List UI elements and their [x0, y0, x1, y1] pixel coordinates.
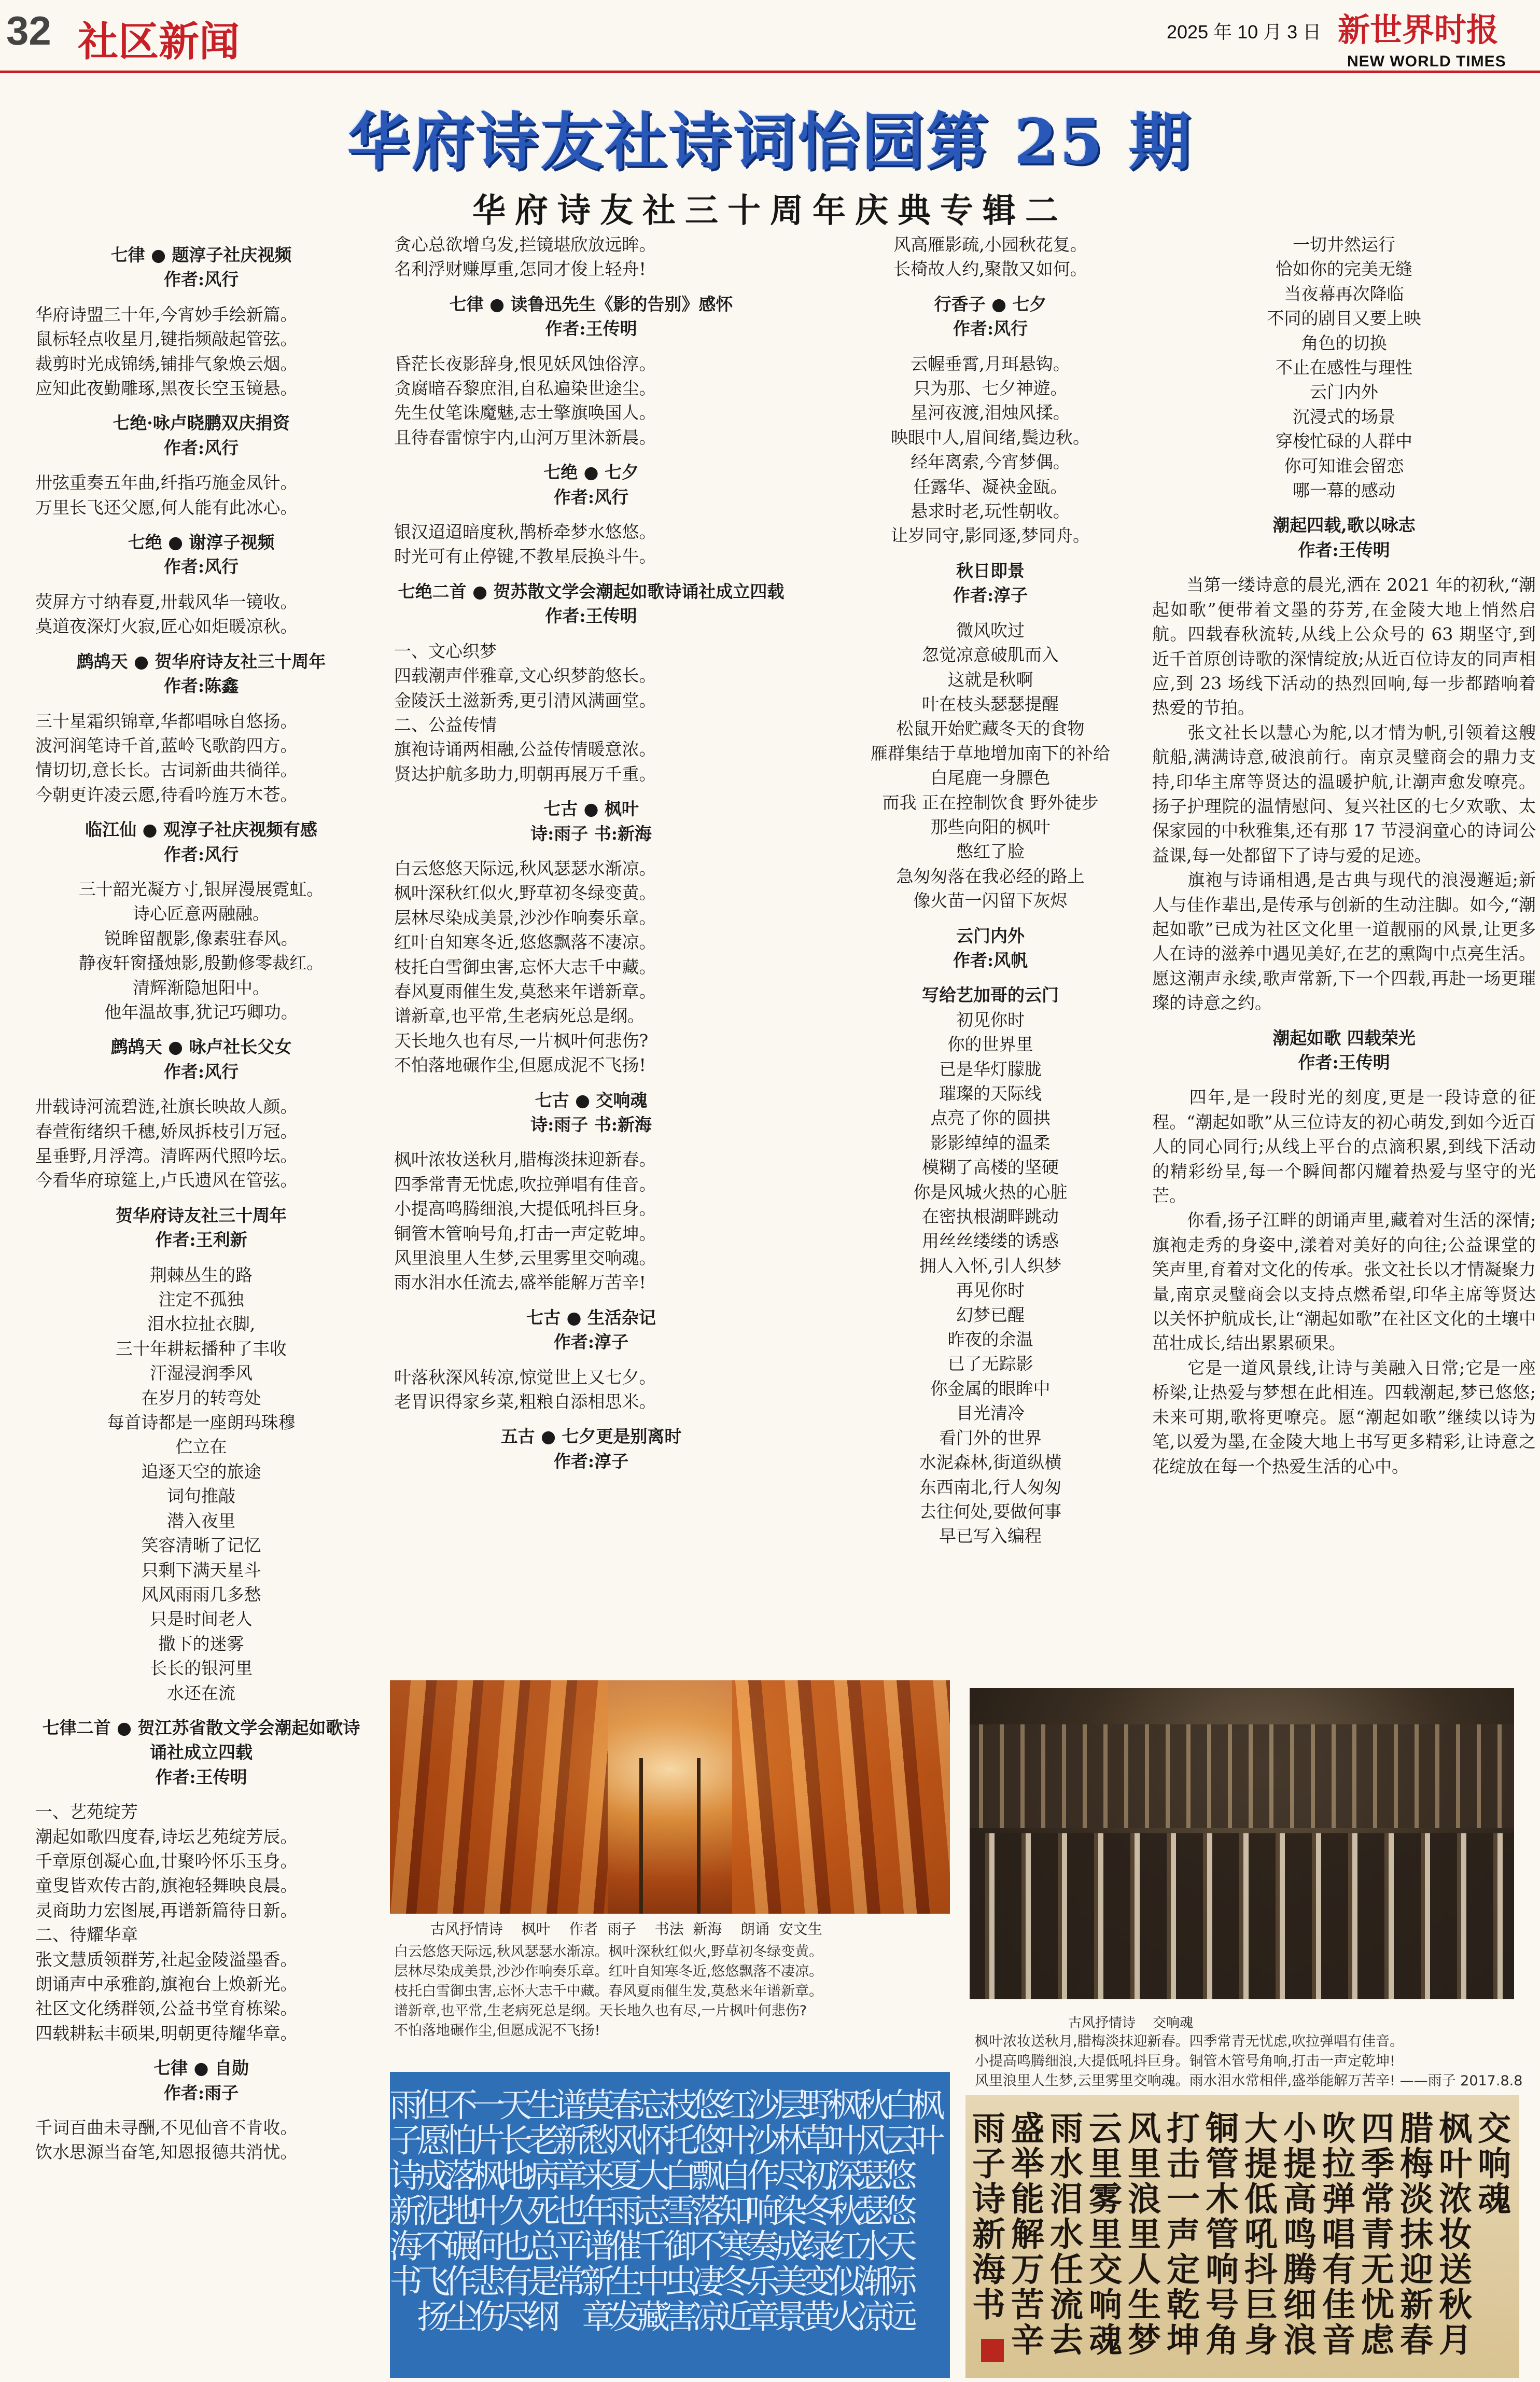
poem-line: 角色的切换: [1301, 332, 1387, 353]
calligraphy-column: 红叶自知寒冬近: [713, 2087, 752, 2334]
column-1: [35, 232, 367, 2165]
poem-line: 三十年耕耘播种了丰收: [116, 1338, 287, 1359]
poem-line: 追逐天空的旅途: [141, 1461, 261, 1482]
poem-line: 当夜幕再次降临: [1284, 283, 1404, 304]
poem-line: 小提高鸣腾细浪,大提低吼抖巨身。: [394, 1199, 656, 1219]
poem-title: 鹧鸪天 ● 咏卢社长父女: [110, 1037, 292, 1057]
poem-line: 荧屏方寸纳春夏,卅载风华一镜收。: [35, 591, 298, 612]
poem-line: 长椅故人约,聚散又如何。: [893, 259, 1087, 280]
poem-line: 它是一道风景线,让诗与美融入日常;它是一座桥梁,让热爱与梦想在此相连。四载潮起,梦已悠悠;未来可期,歌将更嘹亮。愿“潮起如歌”继续以诗为笔,以爱为墨,在金陵大地上书写更多精彩,让诗意之花绽放在每一个热爱生活的心中。: [1152, 1357, 1536, 1476]
calligraphy-column: 野草初冬绿变黄: [796, 2087, 834, 2334]
poem-line: 社区文化绣群领,公益书堂育栋梁。: [35, 1998, 298, 2019]
poem-line: 不止在感性与理性: [1276, 357, 1412, 378]
poem-line: 而我 正在控制饮食 野外徒步: [882, 792, 1099, 813]
poem-block: [35, 1716, 367, 2045]
poem-title: 临江仙 ● 观淳子社庆视频有感: [85, 819, 317, 840]
poem-author: 作者:淳子: [953, 585, 1028, 606]
poem-line: 谱新章,也平常,生老病死总是纲。: [394, 1006, 645, 1026]
poem-line: 昨夜的余温: [947, 1329, 1033, 1350]
poem-line: 昏茫长夜影辞身,恨见妖风蚀俗淳。: [394, 353, 656, 374]
poem-line: 一、艺苑绽芳: [35, 1802, 138, 1822]
poem-title: 七律 ● 自勋: [153, 2058, 249, 2079]
section-name: 社区新闻: [78, 19, 240, 65]
page-subtitle: 华府诗友社三十周年庆典专辑二: [472, 191, 1068, 230]
poem-block: [804, 292, 1177, 548]
poem-line: 看门外的世界: [939, 1427, 1042, 1448]
poem-author: 作者:王传明: [155, 1766, 247, 1787]
calligraphy-column: 打击一声定乾坤: [1161, 2111, 1200, 2358]
poem-line: 影影绰绰的温柔: [930, 1132, 1051, 1153]
calligraphy-column: 雨子诗新海书: [384, 2087, 422, 2299]
poem-author: 诗:雨子 书:新海: [530, 1115, 652, 1135]
poem-line: 穿梭忙碌的人群中: [1276, 431, 1412, 452]
poem-block: [35, 649, 367, 807]
poem-line: 春风夏雨催生发,莫愁来年谱新章。: [394, 981, 656, 1001]
poem-excerpt-line: 白云悠悠天际远,秋风瑟瑟水渐凉。枫叶深秋红似火,野草初冬绿变黄。: [394, 1944, 823, 1960]
poem-line: 千章原创凝心血,廿聚吟怀乐玉身。: [35, 1850, 298, 1871]
poem-line: 枫叶浓妆送秋月,腊梅淡抹迎新春。: [394, 1149, 656, 1170]
poem-line: 急匆匆落在我必经的路上: [896, 866, 1085, 886]
calligraphy-column: 雨子诗新海书: [967, 2111, 1005, 2322]
poem-line: 任露华、凝袂金瓯。: [913, 476, 1068, 497]
calligraphy-column: 四季常青无忧虑: [1355, 2111, 1394, 2358]
poem-line: 风高雁影疏,小园秋花复。: [893, 234, 1087, 255]
calligraphy-column: 白云悠悠天际远: [878, 2087, 917, 2334]
poem-block: [35, 1203, 367, 1705]
poem-author: 作者:风行: [163, 844, 239, 865]
calligraphy-column: 忘怀大志千中藏: [631, 2087, 669, 2334]
poem-line: 荆棘丛生的路: [150, 1264, 253, 1285]
poem-line: 像火苗一闪留下灰烬: [913, 890, 1068, 911]
issue-date: 2025 年 10 月 3 日: [1167, 21, 1322, 43]
poem-line: 用丝丝缕缕的诱惑: [922, 1231, 1059, 1251]
poem-line: 不怕落地碾作尘,但愿成泥不飞扬!: [394, 1055, 646, 1076]
poem-line: 只为那、七夕神遊。: [913, 378, 1068, 399]
poem-line: 应知此夜勤雕琢,黑夜长空玉镜悬。: [35, 378, 298, 399]
poem-line: 且待春雷惊宇内,山河万里沐新晨。: [394, 427, 656, 448]
calligraphy-column: 秋风瑟瑟水渐凉: [851, 2087, 889, 2334]
poem-block: [394, 1305, 788, 1414]
poem-line: 星垂野,月浮湾。清晖两代照吟坛。: [35, 1146, 298, 1166]
poem-block: [394, 1088, 788, 1295]
autumn-trees-left: [390, 1680, 608, 1914]
poem-excerpt-line: 谱新章,也平常,生老病死总是纲。天长地久也有尽,一片枫叶何悲伤?: [394, 2003, 807, 2019]
poem-author: 作者:王传明: [1298, 1052, 1390, 1072]
poem-author: 作者:风帆: [953, 950, 1028, 970]
calligraphy-column: 腊梅淡抹迎新春: [1394, 2111, 1433, 2358]
poem-title: 云门内外: [956, 925, 1025, 946]
poem-line: 在岁月的转弯处: [141, 1387, 261, 1408]
poem-line: 情切切,意长长。古词新曲共徜徉。: [35, 760, 298, 781]
poem-title: 鹧鸪天 ● 贺华府诗友社三十周年: [76, 651, 326, 672]
poem-title: 行香子 ● 七夕: [934, 294, 1047, 314]
poem-line: 不同的剧目又要上映: [1267, 308, 1421, 329]
poem-line: 四载耕耘丰硕果,明朝更待耀华章。: [35, 2023, 298, 2043]
poem-author: 作者:王利新: [155, 1230, 247, 1250]
poem-author: 作者:雨子: [163, 2082, 239, 2103]
poem-line: 当第一缕诗意的晨光,洒在 2021 年的初秋,“潮起如歌”便带着文墨的芬芳,在金陵大地上悄然启航。四载春秋流转,从线上公众号的 63 期坚守,到近千首原创诗歌的深情绽放;从近百位诗友的同声相应,到 23 场线下活动的热烈回响,每一步都踏响着热爱的节拍。: [1152, 575, 1536, 718]
poem-line: 诗心匠意两融融。: [133, 903, 270, 924]
poem-line: 模糊了高楼的坚硬: [922, 1157, 1059, 1178]
poem-line: 枝托白雪御虫害,忘怀大志千中藏。: [394, 956, 656, 977]
calligraphy-column: 雨水泪水任流去: [1044, 2111, 1083, 2358]
poem-line: 先生仗笔诛魔魅,志士擎旗唤国人。: [394, 402, 656, 423]
calligraphy-column: 天长地久也有尽: [494, 2087, 532, 2334]
poem-author: 作者:风行: [163, 1061, 239, 1082]
poem-line: 卅载诗河流碧涟,社旗长映故人颜。: [35, 1096, 298, 1117]
poem-block: [35, 1035, 367, 1192]
poem-line: 注定不孤独: [158, 1289, 244, 1310]
poem-line: 璀璨的天际线: [939, 1083, 1042, 1104]
column-2: [394, 232, 788, 1484]
poem-line: 张文慧质领群芳,社起金陵溢墨香。: [35, 1949, 298, 1970]
poem-line: 卅弦重奏五年曲,纤指巧施金凤针。: [35, 472, 298, 493]
poem-title: 七绝 ● 谢淳子视频: [128, 532, 275, 553]
poem-line: 静夜轩窗搔烛影,殷勤修零裁红。: [78, 953, 324, 973]
poem-block: [804, 924, 1177, 973]
calligraphy-column: 层林尽染成美景: [768, 2087, 807, 2334]
poem-line: 华府诗盟三十年,今宵妙手绘新篇。: [35, 304, 298, 325]
poem-line: 拥人入怀,引人织梦: [919, 1255, 1062, 1276]
red-seal: [981, 2339, 1004, 2362]
poem-author: 作者:王传明: [545, 606, 637, 626]
poem-line: 风风雨雨几多愁: [141, 1584, 261, 1605]
poem-line: 旗袍诗诵两相融,公益传情暖意浓。: [394, 739, 656, 760]
poem-line: 潜入夜里: [167, 1510, 235, 1531]
poem-line: 贤达护航多助力,明朝再展万千重。: [394, 763, 656, 784]
poem-line: 白云悠悠天际远,秋风瑟瑟水渐凉。: [394, 858, 656, 879]
calligraphy-column: 盛举能解万苦辛: [1005, 2111, 1044, 2358]
poem-author: 诗:雨子 书:新海: [530, 823, 652, 844]
poem-line: 目光清冷: [956, 1403, 1025, 1424]
poem-title: 七绝·咏卢晓鹏双庆捐资: [113, 413, 290, 434]
maple-railway-photo: [390, 1680, 950, 1914]
poem-author: 作者:王传明: [1298, 539, 1390, 560]
poem-line: 词句推敲: [167, 1486, 235, 1507]
poem-line: 伫立在: [175, 1437, 227, 1457]
poem-line: 银汉迢迢暗度秋,鹊桥牵梦水悠悠。: [394, 522, 656, 542]
poem-line: 贪心总欲增乌发,拦镜堪欣放远眸。: [394, 234, 656, 255]
orchestra-photo: [970, 1688, 1514, 1999]
poem-line: 每首诗都是一座朗玛珠穆: [107, 1412, 296, 1433]
calligraphy-column: 悠悠飘落不凄凉: [686, 2087, 724, 2334]
poem-title: 贺华府诗友社三十周年: [116, 1205, 287, 1225]
poem-line: 名利浮财赚厚重,怎同才俊上轻舟!: [394, 259, 646, 280]
poem-line: 经年离索,今宵梦偶。: [911, 452, 1070, 472]
poem-line: 东西南北,行人匆匆: [919, 1476, 1062, 1497]
poem-line: 你是风城火热的心脏: [913, 1181, 1068, 1202]
page-header: [0, 0, 1540, 70]
calligraphy-column: 小提高鸣腾细浪: [1278, 2111, 1317, 2358]
poem-line: 春萱衔绪织千穗,娇凤拆枝引万冠。: [35, 1121, 298, 1141]
poem-line: 只是时间老人: [150, 1609, 253, 1629]
calligraphy-column: 生老病死总是纲: [521, 2087, 559, 2334]
poem-block: [394, 460, 788, 569]
poem-line: 三十星霜织锦章,华都唱咏自悠扬。: [35, 711, 298, 731]
poem-title: 七古 ● 交响魂: [535, 1090, 648, 1110]
poem-line: 笑容清晰了记忆: [141, 1535, 261, 1556]
poem-line: 铜管木管响号角,打击一声定乾坤。: [394, 1223, 656, 1244]
poem-author: 作者:风行: [163, 269, 239, 290]
poem-line: 那些向阳的枫叶: [930, 816, 1051, 837]
poem-line: 二、公益传情: [394, 714, 497, 735]
orchestra-stage: [970, 1833, 1514, 1999]
poem-block: [35, 2056, 367, 2165]
poem-line: 万里长飞还父愿,何人能有此冰心。: [35, 497, 298, 518]
poem-line: 已了无踪影: [947, 1354, 1033, 1374]
poem-line: 白尾鹿一身膘色: [930, 768, 1051, 788]
poem-line: 只剩下满天星斗: [141, 1559, 261, 1580]
poem-line: 云幄垂霄,月珥悬钩。: [911, 353, 1070, 374]
calligraphy-column: 莫愁来年谱新章: [576, 2087, 614, 2334]
poem-line: 老胃识得家乡菜,粗粮自添相思米。: [394, 1391, 656, 1412]
masthead-english: NEW WORLD TIMES: [1347, 53, 1506, 70]
poem-line: 云门内外: [1310, 382, 1378, 402]
poem-line: 初见你时: [956, 1009, 1025, 1030]
poem-line: 点亮了你的圆拱: [930, 1108, 1051, 1129]
poem-line: 四载潮声伴雅章,文心织梦韵悠长。: [394, 665, 656, 686]
poem-line: 波河润笔诗千首,蓝岭飞歌韵四方。: [35, 735, 298, 756]
calligraphy-maple: [384, 2072, 950, 2378]
photo-caption-symphony: 古风抒情诗 交响魂: [1068, 2015, 1194, 2031]
calligraphy-column: 不怕落地碾作尘: [439, 2087, 477, 2334]
poem-block: [394, 797, 788, 1077]
poem-author: 作者:淳子: [553, 1332, 629, 1353]
masthead-logo: 新世界时报: [1338, 11, 1499, 49]
poem-line: 时光可有止停键,不教星辰换斗牛。: [394, 546, 656, 567]
poem-title: 潮起如歌 四载荣光: [1272, 1027, 1416, 1048]
poem-line: 忽觉凉意破肌而入: [922, 645, 1059, 665]
calligraphy-column: 枫叶深秋红似火: [823, 2087, 862, 2334]
poem-line: 二、待耀华章: [35, 1925, 138, 1945]
poem-block: [35, 530, 367, 639]
poem-block: [394, 292, 788, 450]
poem-line: 水泥森林,街道纵横: [919, 1452, 1062, 1473]
poem-block: [394, 232, 788, 282]
poem-line: 灵商助力宏图展,再谱新篇待日新。: [35, 1900, 298, 1920]
poem-line: 映眼中人,眉间绪,鬓边秋。: [891, 427, 1090, 448]
poem-title: 七律二首 ● 贺江苏省散文学会潮起如歌诗诵社成立四载: [42, 1717, 360, 1763]
poem-line: 金陵沃土滋新秀,更引清风满画堂。: [394, 690, 656, 711]
poem-author: 作者:风行: [953, 318, 1028, 339]
poem-line: 一切井然运行: [1293, 234, 1395, 255]
poem-line: 幻梦已醒: [956, 1304, 1025, 1325]
poem-block: [35, 817, 367, 1024]
poem-line: 你看,扬子江畔的朗诵声里,藏着对生活的深情;旗袍走秀的身姿中,漾着对美好的向往;公益课堂的笑声里,育着对文化的传承。张文社长以才情凝聚力量,南京灵璧商会以支持点燃希望,印华主席等贤达以关怀护航成长,让“潮起如歌”在社区文化的土壤中茁壮成长,结出累累硕果。: [1152, 1210, 1536, 1354]
poem-title: 写给艺加哥的云门: [922, 985, 1059, 1006]
poem-line: 松鼠开始贮藏冬天的食物: [896, 718, 1085, 739]
poem-author: 作者:淳子: [553, 1451, 629, 1471]
column-4: [1152, 232, 1536, 1479]
calligraphy-column: 云里雾里交响魂: [1083, 2111, 1122, 2358]
poem-title: 七古 ● 枫叶: [543, 799, 639, 819]
poem-author: 作者:王传明: [545, 318, 637, 339]
poem-excerpt-line: 枝托白雪御虫害,忘怀大志千中藏。春风夏雨催生发,莫愁来年谱新章。: [394, 1983, 823, 1999]
calligraphy-column: 风里浪里人生梦: [1122, 2111, 1161, 2358]
calligraphy-column: 沙沙作响奏乐章: [741, 2087, 779, 2334]
poem-line: 你可知谁会留恋: [1284, 455, 1404, 476]
poem-line: 今朝更许凌云愿,待看吟旌万木苍。: [35, 784, 298, 805]
poem-line: 层林尽染成美景,沙沙作响奏乐章。: [394, 907, 656, 928]
calligraphy-column: 春风夏雨催生发: [604, 2087, 642, 2334]
calligraphy-column: 铜管木管响号角: [1200, 2111, 1239, 2358]
poem-line: 四年,是一段时光的刻度,更是一段诗意的征程。“潮起如歌”从三位诗友的初心萌发,到如今近百人的同心同行;从线上平台的点滴积累,到线下活动的精彩纷呈,每一个瞬间都闪耀着热爱与坚守的光芒。: [1152, 1087, 1536, 1206]
poem-line: 再见你时: [956, 1280, 1025, 1301]
poem-line: 雨水泪水任流去,盛举能解万苦辛!: [394, 1272, 646, 1293]
poem-line: 贪腐暗吞黎庶泪,自私遍染世途尘。: [394, 378, 656, 399]
poem-line: 饮水思源当奋笔,知恩报德共消忧。: [35, 2142, 298, 2163]
poem-block: [394, 1424, 788, 1473]
poem-line: 恰如你的完美无缝: [1276, 259, 1412, 280]
poem-title: 七律 ● 题淳子社庆视频: [110, 245, 292, 265]
poem-title: 七律 ● 读鲁迅先生《影的告别》感怀: [449, 294, 733, 314]
calligraphy-column: 枝托白雪御虫害: [659, 2087, 697, 2334]
poem-line: 红叶自知寒冬近,悠悠飘落不凄凉。: [394, 932, 656, 953]
poem-excerpt-line: 不怕落地碾作尘,但愿成泥不飞扬!: [394, 2023, 600, 2039]
poem-line: 星河夜渡,泪烛风揉。: [911, 402, 1070, 423]
poem-block: [35, 243, 367, 400]
poem-line: 叶落秋深风转凉,惊觉世上又七夕。: [394, 1367, 656, 1387]
calligraphy-column: 谱新章也平常: [549, 2087, 587, 2299]
poem-title: 秋日即景: [956, 560, 1025, 581]
poem-title: 七古 ● 生活杂记: [526, 1307, 656, 1328]
poem-line: 你的世界里: [947, 1034, 1033, 1055]
poem-line: 锐眸留靓影,像素驻春风。: [104, 928, 298, 949]
calligraphy-column: 大提低吼抖巨身: [1239, 2111, 1278, 2358]
poem-excerpt-line: 小提高鸣腾细浪,大提低吼抖巨身。铜管木管号角响,打击一声定乾坤!: [975, 2053, 1395, 2069]
calligraphy-column: 交响魂: [1472, 2111, 1511, 2217]
poem-excerpt-maple: [394, 1942, 823, 2041]
poem-line: 沉浸式的场景: [1293, 406, 1395, 427]
photo-caption-maple: 古风抒情诗 枫叶 作者 雨子 书法 新海 朗诵 安文生: [430, 1920, 822, 1938]
calligraphy-column: 吹拉弹唱有佳音: [1317, 2111, 1355, 2358]
poem-line: 鼠标轻点收星月,键指频敲起管弦。: [35, 329, 298, 350]
poem-line: 汗湿浸润季风: [150, 1363, 253, 1384]
poem-line: 天长地久也有尽,一片枫叶何悲伤?: [394, 1030, 649, 1051]
poem-block: [35, 411, 367, 520]
poem-block: [1152, 232, 1536, 503]
poem-author: 作者:风行: [163, 556, 239, 577]
poem-line: 千词百曲未寻酬,不见仙音不肯收。: [35, 2118, 298, 2138]
poem-line: 莫道夜深灯火寂,匠心如炬暖凉秋。: [35, 616, 298, 637]
choir-rows: [970, 1724, 1514, 1828]
calligraphy-column: 一片枫叶何悲伤: [466, 2087, 505, 2334]
poem-line: 雁群集结于草地增加南下的补给: [871, 743, 1110, 763]
poem-author: 作者:陈鑫: [163, 676, 239, 697]
poem-line: 长长的银河里: [150, 1658, 253, 1679]
poem-excerpt-line: 风里浪里人生梦,云里雾里交响魂。雨水泪水常相伴,盛举能解万苦辛! ——雨子 2017.8.8: [975, 2073, 1523, 2089]
poem-author: 作者:风行: [163, 437, 239, 458]
poem-line: 泪水拉扯衣脚,: [147, 1314, 256, 1334]
poem-line: 张文社长以慧心为舵,以才情为帆,引领着这艘航船,满满诗意,破浪前行。南京灵璧商会的鼎力支持,印华主席等贤达的温暖护航,让潮声愈发嘹亮。扬子护理院的温情慰问、复兴社区的七夕欢歌、太保家园的中秋雅集,还有那 17 节浸润童心的诗词公益课,每一处都留下了诗与爱的足迹。: [1152, 722, 1536, 866]
poem-line: 你金属的眼眸中: [930, 1378, 1051, 1399]
poem-block: [804, 559, 1177, 913]
page-title: 华府诗友社诗词怡园第 25 期: [347, 105, 1193, 178]
calligraphy-column: 枫叶: [906, 2087, 944, 2158]
poem-line: 四季常青无忧虑,吹拉弹唱有佳音。: [394, 1174, 656, 1194]
poem-title: 七绝二首 ● 贺苏散文学会潮起如歌诗诵社成立四载: [398, 581, 785, 602]
poem-line: 哪一幕的感动: [1293, 480, 1395, 501]
poem-line: 撒下的迷雾: [158, 1633, 244, 1654]
poem-block: [1152, 513, 1536, 1015]
poem-author: 作者:风行: [553, 486, 629, 507]
poem-line: 去往何处,要做何事: [919, 1501, 1062, 1522]
poem-line: 微风吹过: [956, 620, 1025, 640]
calligraphy-column: 枫叶浓妆送秋月: [1433, 2111, 1472, 2358]
poem-block: [1152, 1026, 1536, 1479]
poem-excerpt-symphony: [975, 2032, 1522, 2091]
poem-line: 潮起如歌四度春,诗坛艺苑绽芳辰。: [35, 1826, 298, 1847]
poem-line: 一、文心织梦: [394, 640, 497, 661]
poem-line: 憋红了脸: [956, 841, 1025, 862]
header-rule: [0, 71, 1540, 73]
poem-line: 叶在枝头瑟瑟提醒: [922, 693, 1059, 714]
poem-line: 裁剪时光成锦绣,铺排气象焕云烟。: [35, 353, 298, 374]
poem-block: [804, 232, 1177, 282]
poem-line: 清辉渐隐旭阳中。: [133, 977, 270, 998]
poem-excerpt-line: 层林尽染成美景,沙沙作响奏乐章。红叶自知寒冬近,悠悠飘落不凄凉。: [394, 1963, 823, 1980]
poem-line: 枫叶深秋红似火,野草初冬绿变黄。: [394, 883, 656, 903]
poem-line: 风里浪里人生梦,云里雾里交响魂。: [394, 1248, 656, 1269]
page-number: 32: [6, 8, 51, 53]
poem-title: 七绝 ● 七夕: [543, 462, 639, 483]
poem-line: 他年温故事,犹记巧卿功。: [104, 1001, 298, 1022]
poem-line: 早已写入编程: [939, 1526, 1042, 1547]
poem-line: 悬求时老,玩性朝收。: [911, 501, 1070, 522]
poem-excerpt-line: 枫叶浓妆送秋月,腊梅淡抹迎新春。四季常青无忧虑,吹拉弹唱有佳音。: [975, 2033, 1404, 2050]
poem-line: 水还在流: [167, 1682, 235, 1703]
poem-title: 五古 ● 七夕更是别离时: [500, 1426, 682, 1447]
poem-line: 已是华灯朦胧: [939, 1058, 1042, 1079]
calligraphy-symphony: [965, 2095, 1519, 2378]
poem-block: [804, 983, 1177, 1548]
poem-line: 在密执根湖畔跳动: [922, 1206, 1059, 1227]
autumn-trees-right: [732, 1680, 950, 1914]
poem-line: 今看华府琼筵上,卢氏遗风在管弦。: [35, 1170, 298, 1191]
poem-line: 三十韶光凝方寸,银屏漫展霓虹。: [78, 879, 324, 899]
calligraphy-column: 但愿成泥不飞扬: [411, 2087, 450, 2334]
poem-title: 潮起四载,歌以咏志: [1272, 515, 1416, 536]
column-3: [804, 232, 1177, 1549]
poem-line: 旗袍与诗诵相遇,是古典与现代的浪漫邂逅;新人与佳作辈出,是传承与创新的生动注脚。如今,“潮起如歌”已成为社区文化里一道靓丽的风景,让更多人在诗的滋养中遇见美好,在艺的熏陶中点亮生活。愿这潮声永续,歌声常新,下一个四载,再赴一场更璀璨的诗意之约。: [1152, 870, 1536, 1013]
poem-line: 童叟皆欢传古韵,旗袍轻舞映良晨。: [35, 1875, 298, 1896]
poem-line: 让岁同守,影同逐,梦同舟。: [891, 525, 1090, 546]
poem-block: [394, 579, 788, 786]
poem-line: 朗诵声中承雅韵,旗袍台上焕新光。: [35, 1974, 298, 1994]
poem-line: 这就是秋啊: [947, 669, 1033, 690]
railway-track: [634, 1758, 706, 1914]
